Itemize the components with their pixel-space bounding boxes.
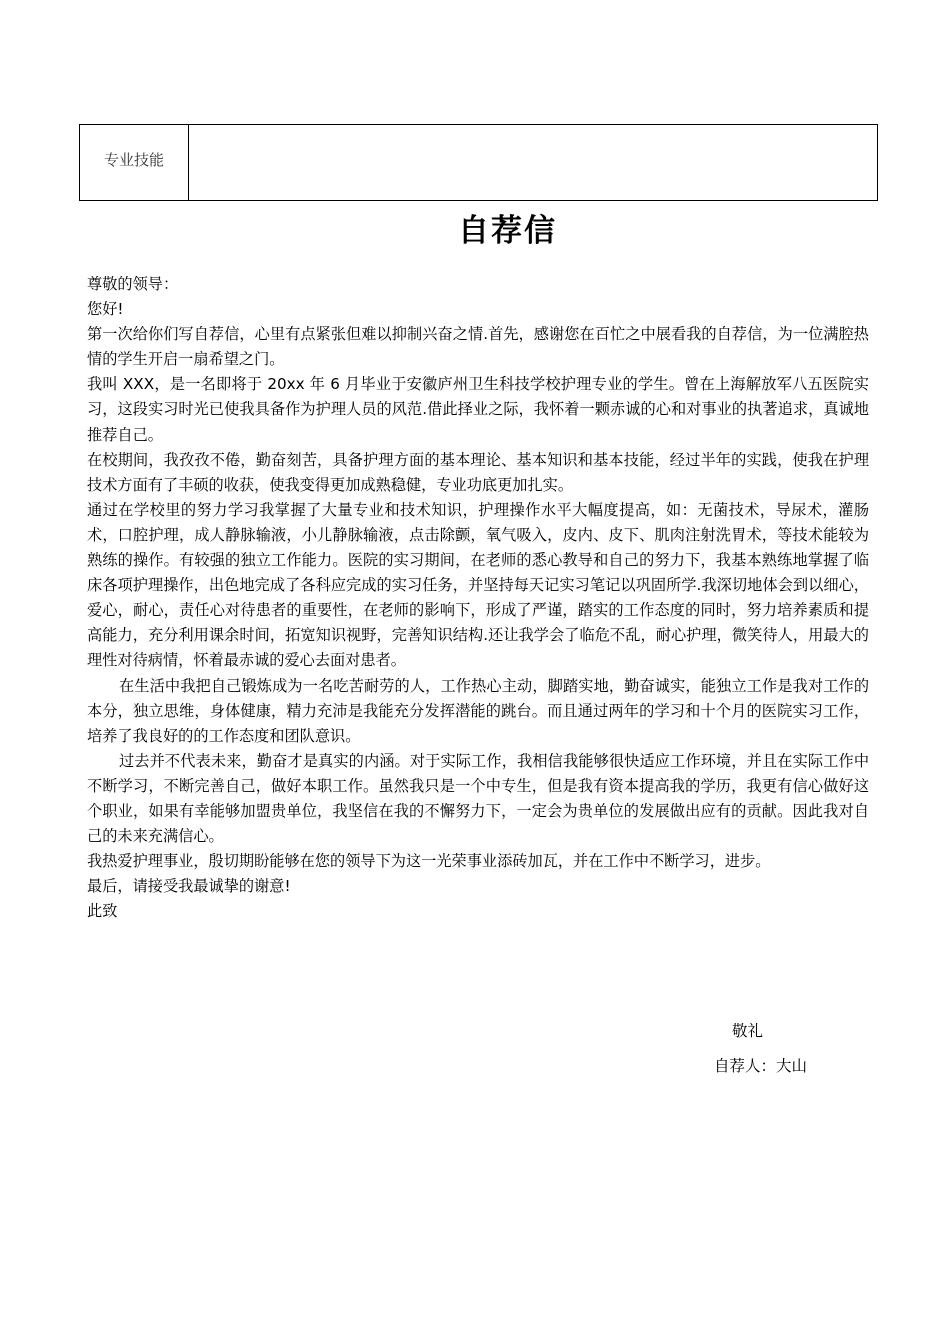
skills-value-cell <box>189 125 877 200</box>
page-title: 自荐信 <box>458 213 557 249</box>
skills-label-cell <box>80 125 189 200</box>
greeting: 您好! <box>87 300 124 319</box>
letter-body <box>87 272 869 924</box>
paragraph-school: 在校期间，我孜孜不倦，勤奋刻苦，具备护理方面的基本理论、基本知识和基本技能，经过半年的实践，使我在护理技术方面有了丰硕的收获，使我变得更加成熟稳健，专业功底更加扎实。 <box>87 450 869 494</box>
skills-table <box>79 124 878 201</box>
paragraph-life: 在生活中我把自己锻炼成为一名吃苦耐劳的人，工作热心主动，脚踏实地，勤奋诚实，能独立工作是我对工作的本分，独立思维，身体健康，精力充沛是我能充分发挥潜能的跳台。而且通过两年的学习和十个月的医院实习工作，培养了我良好的的工作态度和团队意识。 <box>87 676 869 745</box>
signature: 自荐人：大山 <box>714 1057 808 1075</box>
closing: 此致 <box>87 902 118 921</box>
paragraph-future: 过去并不代表未来，勤奋才是真实的内涵。对于实际工作，我相信我能够很快适应工作环境，并且在实际工作中不断学习，不断完善自己，做好本职工作。虽然我只是一个中专生，但是我有资本提高我的学历，我更有信心做好这个职业，如果有幸能够加盟贵单位，我坚信在我的不懈努力下，一定会为贵单位的发展做出应有的贡献。因此我对自己的未来充满信心。 <box>87 751 869 846</box>
paragraph-intro: 第一次给你们写自荐信，心里有点紧张但难以抑制兴奋之情.首先，感谢您在百忙之中展看我的自荐信，为一位满腔热情的学生开启一扇希望之门。 <box>87 325 869 369</box>
paragraph-thanks: 最后，请接受我最诚挚的谢意! <box>87 877 291 896</box>
paragraph-skills: 通过在学校里的努力学习我掌握了大量专业和技术知识，护理操作水平大幅度提高，如：无菌技术，导尿术，灌肠术，口腔护理，成人静脉输液，小儿静脉输液，点击除颤，氧气吸入，皮内、皮下、肌肉注射洗胃术，等技术能较为熟练的操作。有较强的独立工作能力。医院的实习期间，在老师的悉心教导和自己的努力下，我基本熟练地掌握了临床各项护理操作，出色地完成了各科应完成的实习任务，并坚持每天记实习笔记以巩固所学.我深切地体会到以细心，爱心，耐心，责任心对待患者的重要性，在老师的影响下，形成了严谨，踏实的工作态度的同时，努力培养素质和提高能力，充分利用课余时间，拓宽知识视野，完善知识结构.还让我学会了临危不乱，耐心护理，微笑待人，用最大的理性对待病情，怀着最赤诚的爱心去面对患者。 <box>87 500 869 670</box>
skills-label: 专业技能 <box>103 151 164 169</box>
paragraph-self-introduction: 我叫 XXX，是一名即将于 20xx 年 6 月毕业于安徽庐州卫生科技学校护理专业的学生。曾在上海解放军八五医院实习，这段实习时光已使我具备作为护理人员的风范.借此择业之际，我怀着一颗赤诚的心和对事业的执著追求，真诚地推荐自己。 <box>87 375 869 444</box>
paragraph-passion: 我热爱护理事业，殷切期盼能够在您的领导下为这一光荣事业添砖加瓦，并在工作中不断学习，进步。 <box>87 852 771 871</box>
salutation: 尊敬的领导： <box>87 275 179 293</box>
closing-regards: 敬礼 <box>732 1022 764 1040</box>
